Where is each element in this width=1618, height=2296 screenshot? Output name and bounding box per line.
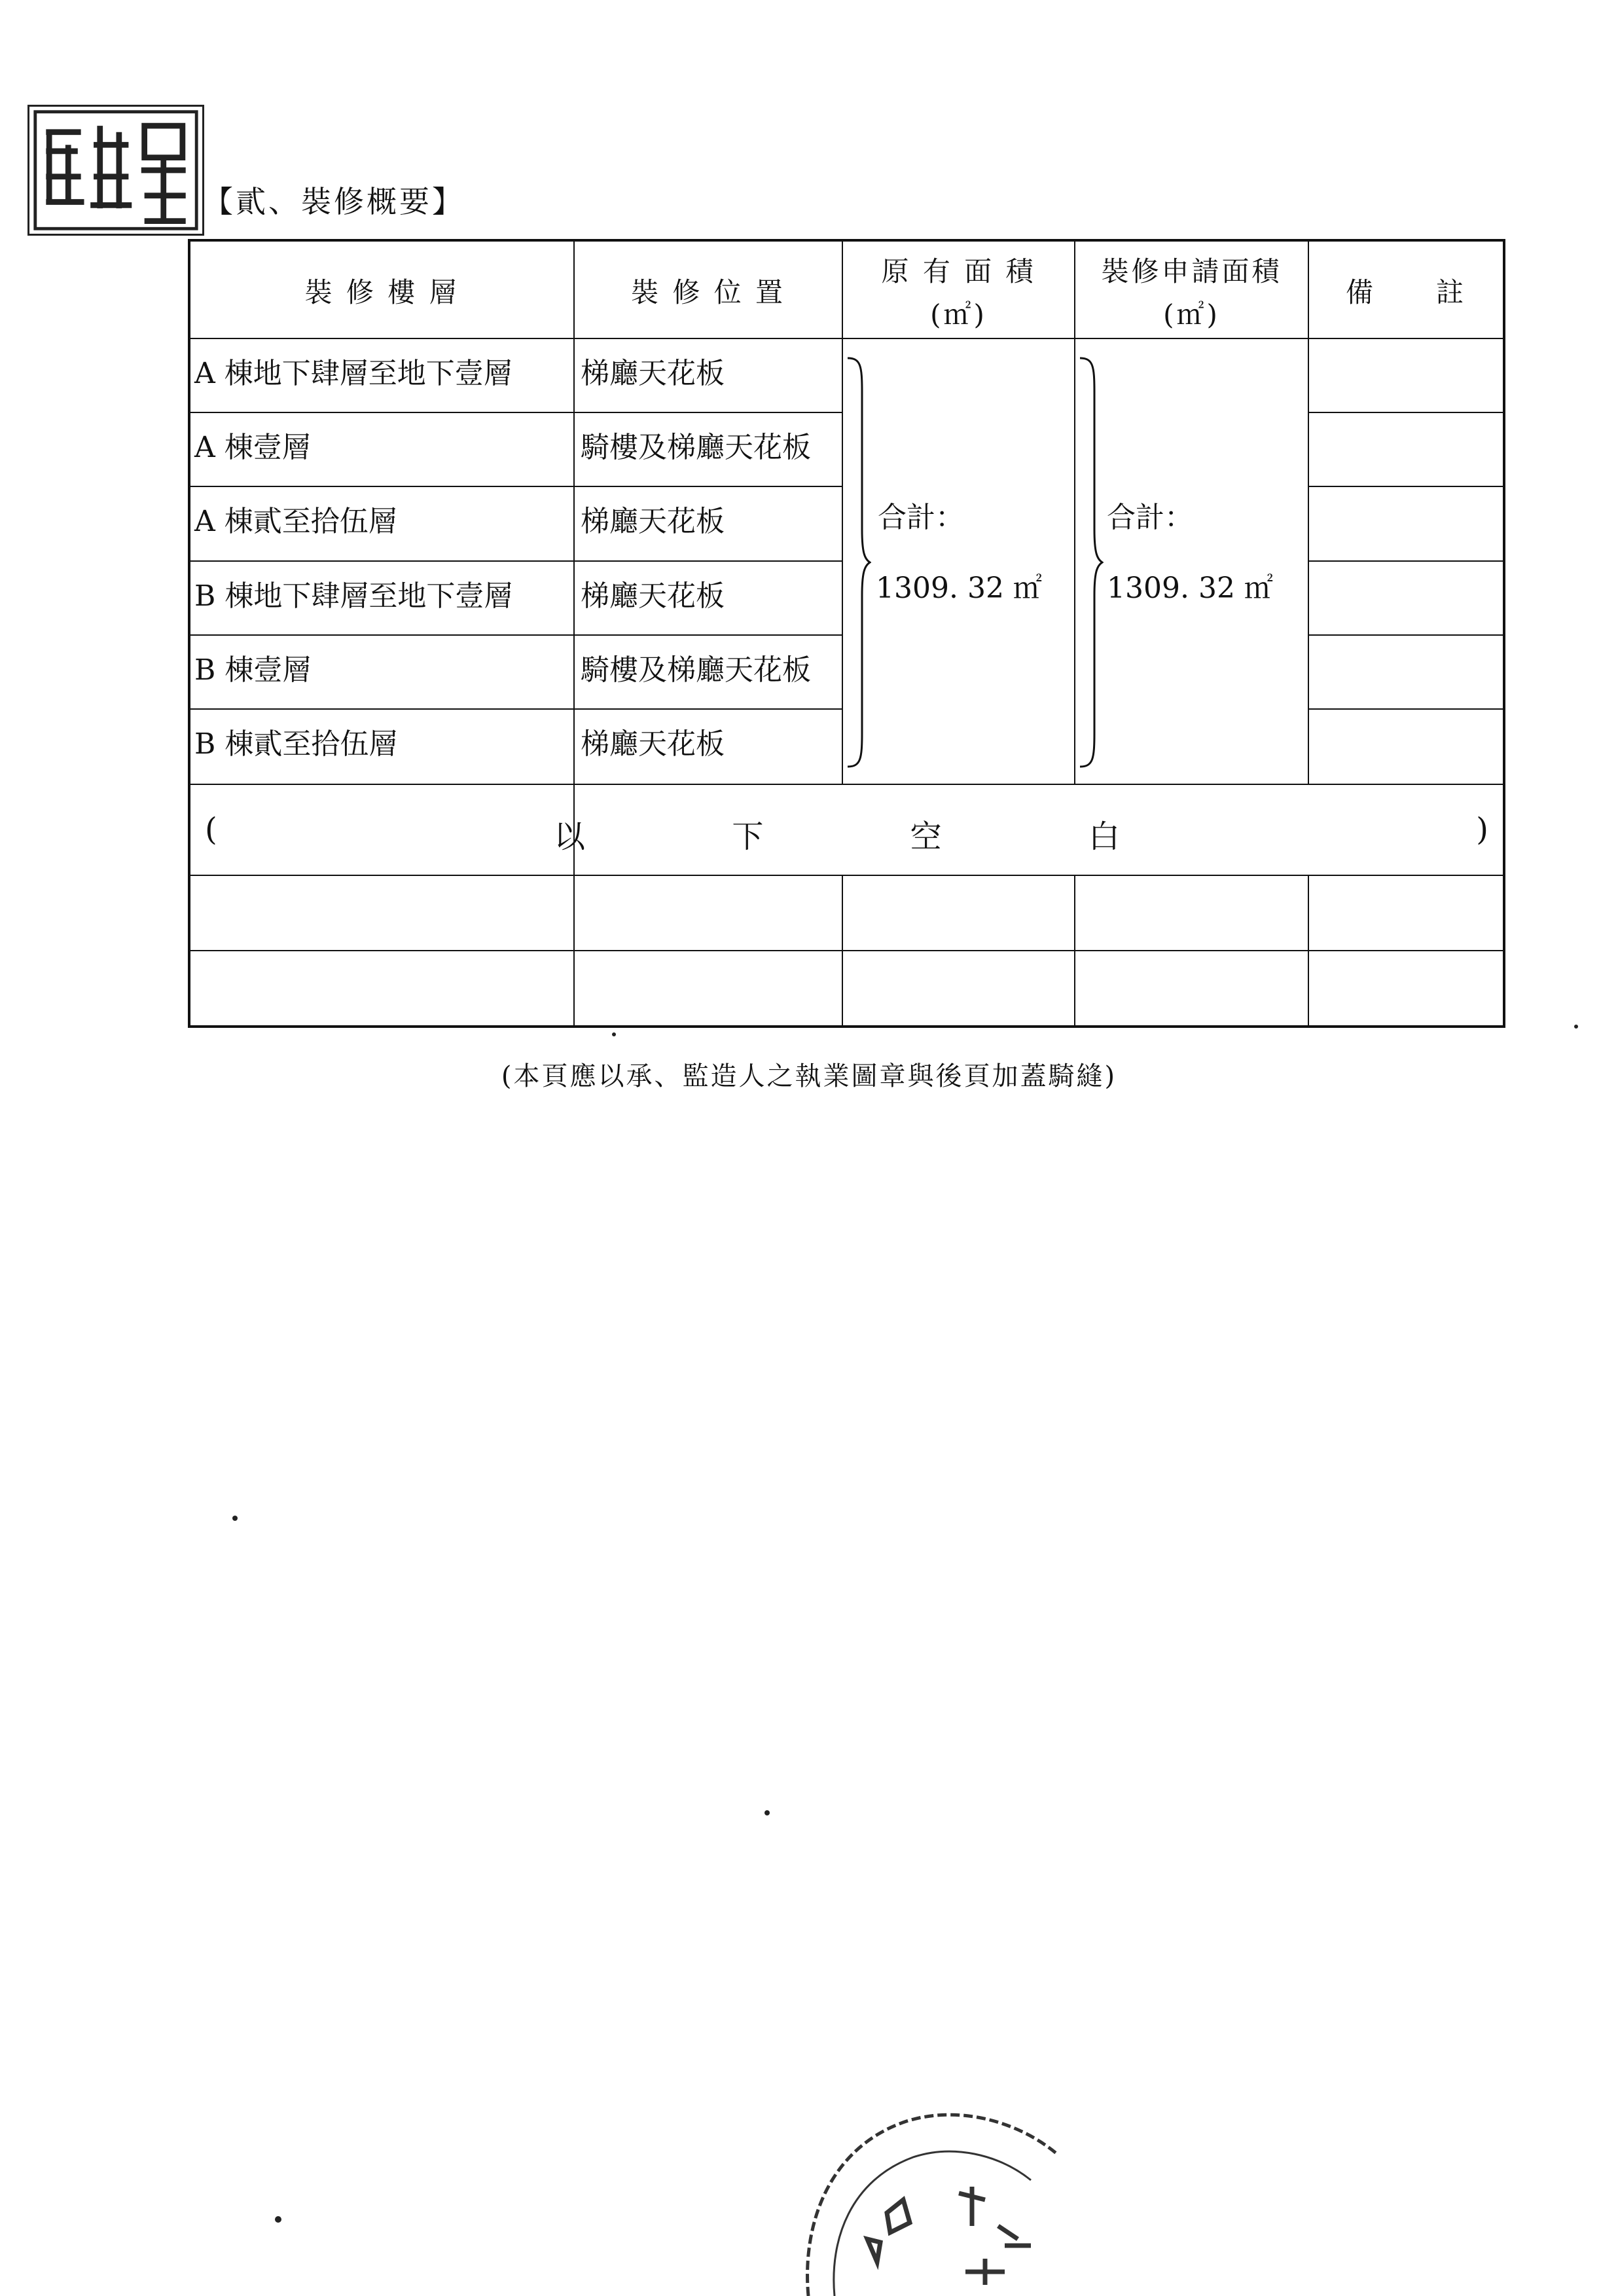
row-floor: A 棟貳至拾伍層 [194, 505, 397, 538]
row-position: 梯廳天花板 [581, 727, 725, 761]
renovation-summary-table [188, 239, 1505, 1028]
row-position: 梯廳天花板 [581, 505, 725, 538]
scan-speck [275, 2216, 281, 2223]
scan-speck [764, 1810, 770, 1815]
original-total-value: 1309. 32 ㎡ [876, 572, 1042, 605]
footnote: (本頁應以承、監造人之執業圖章與後頁加蓋騎縫) [501, 1061, 1117, 1091]
row-position: 梯廳天花板 [581, 579, 725, 613]
scan-speck [1574, 1025, 1578, 1029]
header-floor: 裝 修 樓 層 [304, 276, 459, 308]
row-floor: B 棟壹層 [194, 653, 312, 687]
header-original-area: 原 有 面 積 [881, 255, 1036, 287]
row-floor: A 棟地下肆層至地下壹層 [194, 357, 512, 390]
row-position: 梯廳天花板 [581, 357, 725, 390]
row-divider [1308, 708, 1503, 710]
brace-original [845, 353, 871, 772]
row-divider [190, 784, 1503, 785]
blank-marker-close: ) [1476, 811, 1488, 848]
row-floor: A 棟壹層 [194, 431, 311, 464]
blank-marker-char: 白 [1088, 818, 1120, 855]
col-divider [1308, 242, 1309, 784]
row-divider [190, 338, 1503, 339]
blank-marker-char: 下 [732, 818, 764, 855]
blank-marker-char: 空 [910, 818, 942, 855]
row-divider [190, 634, 842, 636]
applied-total-label: 合計： [1107, 501, 1193, 534]
row-floor: B 棟貳至拾伍層 [194, 727, 398, 761]
scan-speck [232, 1516, 238, 1521]
row-divider [190, 708, 842, 710]
blank-marker-open: ( [205, 811, 217, 848]
row-divider [1308, 412, 1503, 413]
brace-applied [1077, 353, 1104, 772]
row-divider [190, 412, 842, 413]
col-divider [573, 242, 575, 1025]
seal-stamp [27, 105, 204, 236]
header-original-area-unit: (㎡) [930, 299, 987, 331]
blank-marker-row [190, 811, 1503, 856]
original-total-label: 合計： [878, 501, 964, 534]
row-divider [1308, 486, 1503, 487]
row-floor: B 棟地下肆層至地下壹層 [194, 579, 513, 613]
row-divider [190, 486, 842, 487]
header-remarks: 備 註 [1345, 276, 1466, 308]
header-position: 裝 修 位 置 [630, 276, 786, 308]
row-position: 騎樓及梯廳天花板 [581, 653, 811, 687]
section-title: 【貳、裝修概要】 [203, 184, 465, 219]
header-applied-area: 裝修申請面積 [1101, 255, 1282, 287]
row-divider [190, 875, 1503, 876]
header-applied-area-unit: (㎡) [1163, 299, 1220, 331]
row-divider [1308, 634, 1503, 636]
scan-speck [612, 1032, 616, 1036]
row-position: 騎樓及梯廳天花板 [581, 431, 811, 464]
row-divider [190, 950, 1503, 951]
row-divider [190, 560, 842, 562]
applied-total-value: 1309. 32 ㎡ [1107, 572, 1273, 605]
blank-marker-char: 以 [554, 818, 586, 855]
seal-icon [29, 107, 202, 234]
round-seal-icon [789, 2075, 1064, 2296]
row-divider [1308, 560, 1503, 562]
